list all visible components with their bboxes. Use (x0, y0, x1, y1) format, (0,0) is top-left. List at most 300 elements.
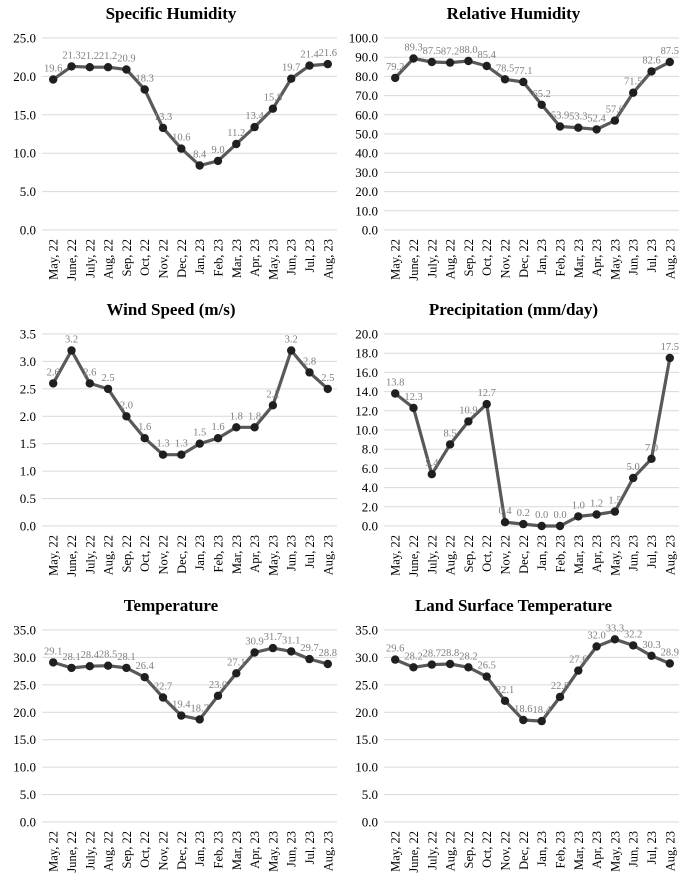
data-point-marker (122, 412, 130, 420)
x-axis-tick-label: Dec, 22 (516, 535, 531, 574)
x-axis-tick-label: Aug, 22 (443, 535, 458, 576)
data-point-marker (232, 669, 240, 677)
x-axis-tick-label: Oct, 22 (480, 239, 495, 276)
y-axis-tick-label: 20.0 (355, 704, 378, 720)
data-point-marker (49, 75, 57, 83)
data-point-marker (250, 123, 258, 131)
data-point-label: 13.3 (153, 111, 173, 123)
x-axis-tick-label: Aug, 22 (443, 239, 458, 280)
data-point-marker (104, 63, 112, 71)
x-axis-tick-label: May, 22 (388, 831, 403, 872)
data-point-marker (324, 385, 332, 393)
y-axis-tick-label: 3.0 (19, 353, 36, 369)
data-point-label: 18.6 (514, 704, 533, 715)
data-point-marker (67, 346, 75, 354)
x-axis-tick-label: Apr, 23 (590, 831, 605, 869)
data-point-marker (250, 648, 258, 656)
y-axis-tick-label: 20.0 (13, 704, 36, 720)
data-point-label: 18.3 (135, 73, 154, 85)
chart-title: Land Surface Temperature (414, 596, 613, 615)
data-point-label: 0.2 (516, 508, 530, 520)
data-point-marker (409, 54, 417, 62)
data-point-marker (519, 520, 527, 528)
x-axis-tick-label: Aug, 22 (101, 239, 116, 280)
x-axis-tick-label: Jul, 23 (645, 535, 659, 569)
data-point-marker (49, 379, 57, 387)
data-point-marker (86, 662, 94, 670)
x-axis-tick-label: Aug, 22 (443, 831, 458, 872)
chart-title: Relative Humidity (446, 4, 581, 23)
y-axis-tick-label: 25.0 (13, 677, 36, 693)
x-axis-tick-label: Nov, 22 (498, 831, 513, 871)
data-point-marker (232, 423, 240, 431)
y-axis-tick-label: 15.0 (13, 107, 36, 123)
x-axis-tick-label: July, 22 (425, 239, 440, 278)
data-point-marker (483, 62, 491, 70)
y-axis-tick-label: 8.0 (361, 441, 378, 457)
data-point-marker (214, 157, 222, 165)
y-axis-tick-label: 10.0 (355, 422, 378, 438)
data-point-label: 18.4 (532, 705, 551, 717)
y-axis-tick-label: 12.0 (355, 403, 378, 419)
data-point-marker (647, 652, 655, 660)
x-axis-tick-label: Aug, 23 (663, 831, 678, 872)
data-point-marker (287, 647, 295, 655)
x-axis-tick-label: July, 22 (425, 831, 440, 870)
chart-canvas (342, 30, 684, 294)
data-point-marker (592, 125, 600, 133)
data-point-marker (428, 58, 436, 66)
y-axis-tick-label: 1.5 (19, 436, 36, 452)
data-point-marker (538, 522, 546, 530)
data-point-label: 1.2 (590, 498, 604, 510)
x-axis-tick-label: Jul, 23 (645, 239, 659, 273)
x-axis-tick-label: Nov, 22 (156, 831, 171, 871)
data-point-label: 22.8 (550, 680, 570, 692)
data-point-label: 2.5 (101, 372, 115, 384)
y-axis-tick-label: 20.0 (355, 326, 378, 342)
y-axis-tick-label: 2.5 (19, 381, 36, 397)
data-point-marker (464, 417, 472, 425)
x-axis-tick-label: Aug, 23 (663, 239, 678, 280)
series-line (53, 351, 328, 455)
data-point-label: 29.6 (386, 643, 405, 655)
x-axis-tick-label: Jul, 23 (645, 831, 659, 865)
data-point-label: 28.8 (440, 648, 460, 659)
y-axis-tick-label: 6.0 (361, 460, 378, 476)
y-axis-tick-label: 30.0 (13, 649, 36, 665)
data-point-marker (141, 434, 149, 442)
y-axis-tick-label: 20.0 (355, 184, 378, 200)
data-point-marker (629, 89, 637, 97)
data-point-label: 31.7 (263, 632, 283, 644)
data-point-marker (287, 75, 295, 83)
data-point-marker (556, 122, 564, 130)
data-point-marker (269, 644, 277, 652)
data-point-marker (647, 67, 655, 75)
x-axis-tick-label: Aug, 23 (663, 535, 678, 576)
data-point-label: 1.5 (193, 427, 207, 439)
data-point-marker (67, 62, 75, 70)
y-axis-tick-label: 1.0 (19, 463, 36, 479)
data-point-marker (666, 659, 674, 667)
data-point-marker (391, 655, 399, 663)
x-axis-tick-label: Jul, 23 (303, 239, 317, 273)
data-point-marker (141, 85, 149, 93)
data-point-marker (519, 716, 527, 724)
x-axis-tick-label: Mar, 23 (571, 238, 586, 279)
y-axis-tick-label: 50.0 (355, 126, 378, 142)
data-point-marker (446, 660, 454, 668)
data-point-label: 22.7 (153, 681, 173, 693)
x-axis-tick-label: Apr, 23 (590, 535, 605, 573)
data-point-label: 87.5 (422, 46, 441, 57)
y-axis-tick-label: 90.0 (355, 49, 378, 65)
x-axis-tick-label: Dec, 22 (174, 535, 189, 574)
data-point-marker (196, 440, 204, 448)
x-axis-tick-label: June, 22 (65, 831, 79, 873)
x-axis-tick-label: Sep, 22 (461, 535, 476, 573)
data-point-label: 1.3 (156, 438, 170, 450)
data-point-label: 2.5 (321, 372, 335, 384)
data-point-marker (324, 660, 332, 668)
data-point-label: 30.3 (642, 639, 661, 651)
data-point-label: 3.2 (64, 334, 79, 346)
data-point-label: 53.9 (550, 110, 570, 122)
data-point-marker (214, 434, 222, 442)
data-point-label: 53.3 (569, 111, 588, 123)
data-point-marker (666, 354, 674, 362)
chart-title: Specific Humidity (105, 4, 237, 23)
chart-panel-wind-speed (0, 296, 342, 592)
x-axis-tick-label: Apr, 23 (248, 831, 263, 869)
x-axis-tick-label: Feb, 23 (211, 831, 226, 869)
data-point-marker (629, 474, 637, 482)
data-point-label: 21.2 (98, 51, 118, 63)
y-axis-tick-label: 25.0 (355, 677, 378, 693)
data-point-marker (324, 60, 332, 68)
data-point-marker (391, 389, 399, 397)
x-axis-tick-label: July, 22 (83, 831, 98, 870)
y-axis-tick-label: 10.0 (13, 145, 36, 161)
data-point-label: 10.9 (459, 405, 478, 417)
data-point-marker (483, 672, 491, 680)
data-point-label: 3.2 (284, 334, 298, 346)
x-axis-tick-label: May, 22 (46, 535, 61, 576)
data-point-label: 10.6 (172, 132, 191, 144)
y-axis-tick-label: 0.0 (361, 814, 378, 830)
chart-canvas (0, 326, 342, 590)
data-point-marker (67, 664, 75, 672)
data-point-label: 15.8 (263, 92, 283, 104)
data-point-marker (574, 512, 582, 520)
data-point-label: 2.0 (119, 400, 133, 412)
data-point-label: 89.3 (404, 42, 423, 54)
y-axis-tick-label: 80.0 (355, 68, 378, 84)
data-point-marker (232, 140, 240, 148)
data-point-marker (611, 116, 619, 124)
x-axis-tick-label: May, 23 (608, 535, 623, 576)
x-axis-tick-label: May, 22 (388, 535, 403, 576)
y-axis-tick-label: 5.0 (361, 787, 378, 803)
x-axis-tick-label: May, 23 (266, 535, 281, 576)
chart-panel-temperature (0, 592, 342, 887)
x-axis-tick-label: Jan, 23 (193, 239, 208, 275)
data-point-label: 21.6 (318, 48, 337, 60)
data-point-marker (483, 400, 491, 408)
x-axis-tick-label: Sep, 22 (119, 535, 134, 573)
chart-panel-land-surface-temperature (342, 592, 685, 887)
x-axis-tick-label: Jan, 23 (193, 831, 208, 867)
data-point-label: 0.0 (553, 510, 567, 521)
data-point-marker (104, 385, 112, 393)
x-axis-tick-label: June, 22 (407, 831, 421, 873)
data-point-label: 19.7 (282, 62, 301, 74)
chart-panel-relative-humidity (342, 0, 685, 296)
y-axis-tick-label: 60.0 (355, 107, 378, 123)
x-axis-tick-label: May, 22 (46, 831, 61, 872)
chart-canvas (342, 326, 684, 590)
x-axis-tick-label: Apr, 23 (248, 239, 263, 277)
data-point-label: 71.5 (624, 76, 643, 88)
data-point-label: 1.5 (608, 495, 622, 507)
x-axis-tick-label: Jun, 23 (626, 239, 641, 276)
data-point-marker (122, 664, 130, 672)
x-axis-tick-label: Mar, 23 (229, 831, 244, 871)
data-point-marker (159, 693, 167, 701)
data-point-marker (501, 518, 509, 526)
y-axis-tick-label: 5.0 (19, 184, 36, 200)
data-point-label: 29.1 (44, 646, 63, 658)
y-axis-tick-label: 0.0 (361, 518, 378, 534)
x-axis-tick-label: July, 22 (83, 239, 98, 278)
data-point-marker (177, 144, 185, 152)
x-axis-tick-label: Aug, 23 (321, 239, 336, 280)
y-axis-tick-label: 4.0 (361, 480, 378, 496)
data-point-label: 0.4 (498, 506, 512, 518)
data-point-marker (464, 57, 472, 65)
y-axis-tick-label: 20.0 (13, 68, 36, 84)
data-point-label: 19.6 (44, 63, 63, 75)
y-axis-tick-label: 30.0 (355, 164, 378, 180)
x-axis-tick-label: Nov, 22 (156, 239, 171, 279)
data-point-marker (305, 655, 313, 663)
x-axis-tick-label: Jul, 23 (303, 831, 317, 865)
y-axis-tick-label: 10.0 (355, 759, 378, 775)
x-axis-tick-label: May, 23 (608, 831, 623, 872)
data-point-marker (269, 401, 277, 409)
data-point-marker (428, 470, 436, 478)
data-point-marker (538, 101, 546, 109)
data-point-marker (305, 61, 313, 69)
data-point-marker (501, 697, 509, 705)
chart-canvas (0, 30, 342, 294)
y-axis-tick-label: 70.0 (355, 88, 378, 104)
data-point-marker (592, 510, 600, 518)
x-axis-tick-label: Jun, 23 (284, 535, 299, 572)
data-point-marker (629, 641, 637, 649)
data-point-marker (287, 346, 295, 354)
x-axis-tick-label: Jan, 23 (193, 535, 208, 571)
data-point-marker (574, 124, 582, 132)
y-axis-tick-label: 10.0 (355, 203, 378, 219)
data-point-label: 21.2 (80, 51, 99, 63)
data-point-marker (446, 58, 454, 66)
x-axis-tick-label: Feb, 23 (553, 239, 568, 277)
chart-canvas (342, 622, 684, 886)
y-axis-tick-label: 40.0 (355, 145, 378, 161)
data-point-marker (250, 423, 258, 431)
chart-panel-precipitation (342, 296, 685, 592)
x-axis-tick-label: Jun, 23 (626, 831, 641, 868)
x-axis-tick-label: May, 22 (46, 239, 61, 280)
data-point-marker (428, 660, 436, 668)
data-point-label: 28.4 (80, 650, 99, 662)
data-point-label: 32.0 (587, 630, 606, 642)
data-point-label: 28.2 (404, 651, 423, 663)
x-axis-tick-label: Oct, 22 (138, 831, 153, 868)
data-point-label: 20.9 (117, 53, 136, 65)
data-point-label: 28.1 (117, 651, 136, 663)
data-point-marker (177, 451, 185, 459)
data-point-label: 87.5 (660, 46, 679, 57)
data-point-label: 77.1 (514, 66, 533, 77)
data-point-label: 2.8 (302, 356, 317, 368)
data-point-label: 28.8 (318, 648, 337, 659)
y-axis-tick-label: 5.0 (19, 787, 36, 803)
data-point-marker (159, 124, 167, 132)
y-axis-tick-label: 10.0 (13, 759, 36, 775)
data-point-marker (159, 451, 167, 459)
data-point-label: 28.9 (660, 647, 679, 659)
data-point-label: 1.8 (229, 411, 243, 423)
x-axis-tick-label: Oct, 22 (138, 535, 153, 572)
x-axis-tick-label: Jan, 23 (535, 239, 550, 275)
chart-title: Wind Speed (m/s) (106, 300, 236, 319)
x-axis-tick-label: Sep, 22 (461, 239, 476, 277)
data-point-label: 11.2 (227, 128, 246, 139)
x-axis-tick-label: Aug, 22 (101, 831, 116, 872)
y-axis-tick-label: 15.0 (355, 732, 378, 748)
data-point-label: 27.1 (227, 657, 246, 669)
data-point-label: 2.2 (266, 389, 280, 401)
data-point-label: 1.6 (138, 422, 152, 434)
data-point-label: 28.5 (98, 649, 118, 661)
x-axis-tick-label: July, 22 (425, 535, 440, 574)
data-point-marker (305, 368, 313, 376)
x-axis-tick-label: Oct, 22 (138, 239, 153, 276)
x-axis-tick-label: Feb, 23 (211, 535, 226, 573)
x-axis-tick-label: Mar, 23 (571, 535, 586, 575)
x-axis-tick-label: Nov, 22 (498, 239, 513, 279)
chart-title: Precipitation (mm/day) (428, 300, 599, 319)
data-point-label: 13.8 (386, 377, 405, 389)
x-axis-tick-label: June, 22 (407, 535, 421, 577)
x-axis-tick-label: Aug, 23 (321, 831, 336, 872)
x-axis-tick-label: Mar, 23 (229, 238, 244, 279)
data-point-label: 28.2 (459, 651, 478, 663)
y-axis-tick-label: 35.0 (13, 622, 36, 638)
y-axis-tick-label: 0.0 (19, 814, 36, 830)
data-point-label: 12.3 (404, 391, 423, 403)
x-axis-tick-label: Apr, 23 (248, 535, 263, 573)
x-axis-tick-label: Sep, 22 (119, 831, 134, 869)
y-axis-tick-label: 100.0 (348, 30, 378, 46)
chart-panel-specific-humidity (0, 0, 342, 296)
data-point-marker (611, 635, 619, 643)
x-axis-tick-label: Aug, 23 (321, 535, 336, 576)
x-axis-tick-label: Mar, 23 (229, 535, 244, 575)
x-axis-tick-label: Apr, 23 (590, 239, 605, 277)
data-point-label: 8.5 (443, 428, 457, 440)
x-axis-tick-label: Oct, 22 (480, 535, 495, 572)
data-point-label: 88.0 (459, 45, 478, 56)
data-point-marker (556, 522, 564, 530)
data-point-marker (611, 507, 619, 515)
data-point-label: 7.0 (644, 442, 659, 454)
data-point-marker (409, 404, 417, 412)
data-point-marker (86, 63, 94, 71)
data-point-label: 1.0 (571, 500, 585, 512)
data-point-label: 22.1 (495, 684, 515, 696)
y-axis-tick-label: 0.5 (19, 491, 36, 507)
data-point-label: 8.4 (193, 149, 207, 161)
data-point-label: 27.6 (569, 654, 588, 666)
data-point-marker (196, 715, 204, 723)
data-point-label: 1.6 (211, 422, 225, 434)
series-line (395, 358, 670, 526)
data-point-marker (446, 440, 454, 448)
data-point-label: 28.7 (422, 648, 441, 660)
data-point-label: 78.5 (495, 63, 515, 75)
data-point-marker (464, 663, 472, 671)
data-point-label: 79.2 (386, 61, 405, 73)
data-point-label: 2.6 (46, 367, 60, 379)
x-axis-tick-label: May, 22 (388, 239, 403, 280)
y-axis-tick-label: 0.0 (361, 222, 378, 238)
data-point-label: 21.3 (62, 50, 81, 62)
data-point-marker (86, 379, 94, 387)
x-axis-tick-label: Jun, 23 (284, 239, 299, 276)
data-point-label: 18.7 (190, 703, 209, 715)
data-point-label: 12.7 (477, 388, 496, 400)
x-axis-tick-label: May, 23 (266, 831, 281, 872)
data-point-label: 65.2 (532, 88, 551, 100)
data-point-marker (391, 74, 399, 82)
data-point-marker (196, 161, 204, 169)
data-point-label: 23.0 (208, 679, 228, 691)
data-point-marker (519, 78, 527, 86)
data-point-marker (592, 642, 600, 650)
y-axis-tick-label: 0.0 (19, 518, 36, 534)
x-axis-tick-label: Feb, 23 (211, 239, 226, 277)
x-axis-tick-label: May, 23 (608, 239, 623, 280)
x-axis-tick-label: Jun, 23 (626, 535, 641, 572)
y-axis-tick-label: 3.5 (19, 326, 36, 342)
data-point-marker (409, 663, 417, 671)
x-axis-tick-label: Jan, 23 (535, 831, 550, 867)
y-axis-tick-label: 2.0 (19, 408, 36, 424)
x-axis-tick-label: Oct, 22 (480, 831, 495, 868)
x-axis-tick-label: Sep, 22 (461, 831, 476, 869)
data-point-label: 52.4 (587, 113, 606, 125)
y-axis-tick-label: 2.0 (361, 499, 378, 515)
data-point-label: 82.6 (642, 55, 661, 67)
y-axis-tick-label: 18.0 (355, 345, 378, 361)
y-axis-tick-label: 16.0 (355, 364, 378, 380)
data-point-label: 1.3 (174, 438, 188, 450)
x-axis-tick-label: Dec, 22 (516, 239, 531, 278)
